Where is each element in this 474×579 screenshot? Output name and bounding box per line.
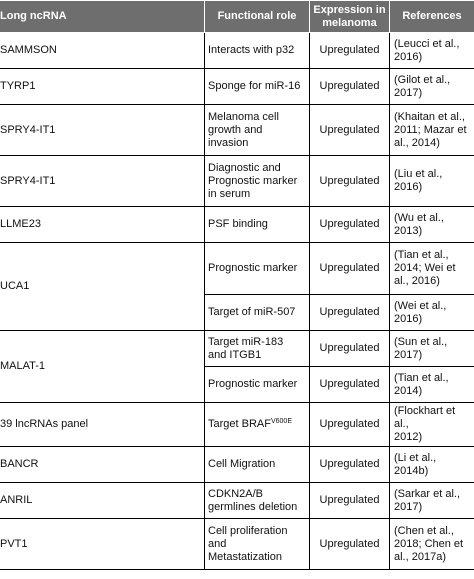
role-text: Prognostic marker — [208, 378, 298, 390]
table-row — [0, 69, 474, 105]
role-text: Target of miR-507 — [208, 306, 296, 318]
functional-role — [205, 447, 310, 483]
functional-role — [205, 33, 310, 69]
expression-value: Upregulated — [310, 519, 390, 570]
ncrna-name: TYRP1 — [0, 69, 205, 105]
reference-text: (Tian et al., 2014) — [394, 371, 449, 397]
expression-value: Upregulated — [310, 33, 390, 69]
reference — [390, 483, 474, 519]
reference-text: (Tian et al., 2014; Wei et al., 2016) — [394, 249, 456, 287]
table-row — [0, 403, 474, 447]
functional-role — [205, 207, 310, 243]
table-row — [0, 447, 474, 483]
functional-role — [205, 403, 310, 447]
role-text: Sponge for miR-16 — [208, 80, 301, 92]
expression-value: Upregulated — [310, 447, 390, 483]
ncrna-name: SAMMSON — [0, 33, 205, 69]
ncrna-name: LLME23 — [0, 207, 205, 243]
ncrna-name: UCA1 — [0, 243, 205, 331]
role-text: Cell Migration — [208, 458, 276, 470]
expression-value: Upregulated — [310, 483, 390, 519]
table-row — [0, 331, 474, 367]
expression-value: Upregulated — [310, 331, 390, 367]
table-row — [0, 33, 474, 69]
functional-role — [205, 156, 310, 207]
functional-role — [205, 105, 310, 156]
reference — [390, 367, 474, 403]
header-references: References — [390, 1, 474, 33]
expression-value: Upregulated — [310, 243, 390, 295]
functional-role — [205, 367, 310, 403]
reference-text: (Sun et al., 2017) — [394, 335, 448, 361]
expression-value: Upregulated — [310, 403, 390, 447]
expression-value: Upregulated — [310, 156, 390, 207]
header-functional-role: Functional role — [205, 1, 310, 33]
reference — [390, 156, 474, 207]
table-row — [0, 105, 474, 156]
table-row — [0, 156, 474, 207]
reference-text: (Chen et al., 2018; Chen et al., 2017a) — [394, 524, 464, 563]
reference — [390, 243, 474, 295]
ncrna-name: SPRY4-IT1 — [0, 156, 205, 207]
ncrna-name: 39 lncRNAs panel — [0, 403, 205, 447]
reference-text: (Li et al., 2014b) — [394, 451, 437, 477]
role-text: Target miR-183 and ITGB1 — [208, 335, 284, 361]
functional-role — [205, 295, 310, 331]
table-row — [0, 207, 474, 243]
table-row — [0, 483, 474, 519]
functional-role — [205, 519, 310, 570]
ncrna-name: PVT1 — [0, 519, 205, 570]
functional-role — [205, 331, 310, 367]
header-expression: Expression in melanoma — [310, 1, 390, 33]
functional-role — [205, 243, 310, 295]
reference — [390, 207, 474, 243]
expression-value: Upregulated — [310, 207, 390, 243]
role-text: Cell proliferation and Metastatization — [208, 524, 288, 563]
reference — [390, 69, 474, 105]
reference-text: (Wu et al., 2013) — [394, 211, 444, 237]
table-row — [0, 519, 474, 570]
reference — [390, 403, 474, 447]
expression-value: Upregulated — [310, 69, 390, 105]
role-text: CDKN2A/B germlines deletion — [208, 487, 298, 513]
reference-text: (Leucci et al., 2016) — [394, 37, 460, 63]
expression-value: Upregulated — [310, 367, 390, 403]
role-text: Target BRAF — [208, 418, 271, 430]
ncrna-name: ANRIL — [0, 483, 205, 519]
role-text: PSF binding — [208, 218, 268, 230]
expression-value: Upregulated — [310, 105, 390, 156]
header-row — [0, 1, 474, 33]
reference-text: (Khaitan et al., 2011; Mazar et al., 2014) — [394, 110, 467, 149]
ncrna-name: MALAT-1 — [0, 331, 205, 403]
functional-role — [205, 69, 310, 105]
reference — [390, 447, 474, 483]
reference — [390, 105, 474, 156]
reference-text: (Gilot et al., 2017) — [394, 73, 451, 99]
reference — [390, 331, 474, 367]
reference — [390, 33, 474, 69]
header-long-ncrna: Long ncRNA — [0, 1, 205, 33]
ncrna-name: BANCR — [0, 447, 205, 483]
reference-text: (Sarkar et al., 2017) — [394, 487, 461, 513]
role-text: Melanoma cell growth and invasion — [208, 110, 279, 149]
table-row — [0, 243, 474, 295]
reference-text: (Flockhart et al., 2012) — [394, 405, 456, 443]
mutation-superscript: V600E — [270, 418, 292, 425]
role-text: Interacts with p32 — [208, 44, 295, 56]
reference-text: (Wei et al., 2016) — [394, 299, 447, 325]
role-text: Diagnostic and Prognostic marker in serum — [208, 161, 298, 200]
reference — [390, 519, 474, 570]
reference-text: (Liu et al., 2016) — [394, 168, 443, 193]
role-text: Prognostic marker — [208, 262, 298, 274]
reference — [390, 295, 474, 331]
functional-role — [205, 483, 310, 519]
ncrna-name: SPRY4-IT1 — [0, 105, 205, 156]
expression-value: Upregulated — [310, 295, 390, 331]
